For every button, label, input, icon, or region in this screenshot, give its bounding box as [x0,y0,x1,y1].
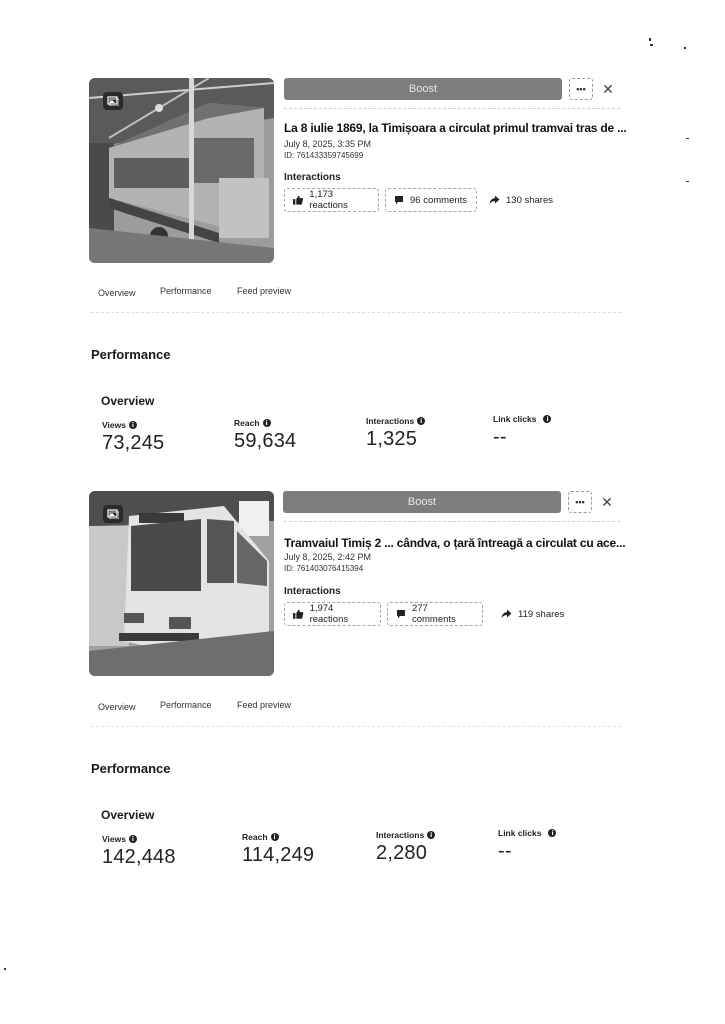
metric-value: 73,245 [102,432,165,454]
overview-heading: Overview [101,394,155,408]
media-type-icon [103,505,123,523]
post-tabs [98,286,291,298]
metric-label: Views [102,420,126,430]
post-id: ID: 761403076415394 [284,564,364,573]
scan-artifact [686,138,689,139]
comments-count: 277 comments [411,603,456,625]
info-icon[interactable]: i [543,415,551,423]
metric-interactions [376,830,435,865]
scan-artifact [650,44,653,46]
boost-button[interactable]: Boost [283,491,561,513]
post-title[interactable]: La 8 iulie 1869, la Timișoara a circulat primul tramvai tras de ... [284,121,627,135]
comment-icon [396,609,406,619]
close-icon[interactable]: ✕ [601,493,613,510]
reactions-count: 1,173 reactions [309,189,348,211]
post-tabs [98,700,291,712]
shares-chip[interactable] [495,602,570,626]
post-actions-row [284,78,624,100]
post-date: July 8, 2025, 3:35 PM [284,139,372,149]
scan-artifact [4,968,6,970]
comments-chip[interactable] [385,188,477,212]
info-icon[interactable]: i [548,829,556,837]
more-options-button[interactable]: ••• [569,78,593,100]
tab-performance[interactable]: Performance [160,286,212,296]
metric-label: Reach [242,832,268,842]
post-title[interactable]: Tramvaiul Timiș 2 ... cândva, o țară întreagă a circulat cu ace... [284,536,626,550]
info-icon[interactable]: i [263,419,271,427]
info-icon[interactable]: i [271,833,279,841]
shares-count: 119 shares [518,608,565,620]
metric-views [102,834,176,869]
tab-performance[interactable]: Performance [160,700,212,710]
metric-reach [234,418,296,453]
info-icon[interactable]: i [129,835,137,843]
shares-chip[interactable] [483,188,559,212]
interactions-heading: Interactions [284,172,341,183]
thumbs-up-icon [293,195,303,205]
metric-label: Link clicks [493,414,537,424]
metric-interactions [366,416,425,451]
metric-link-clicks [493,414,551,449]
metric-value: 142,448 [102,846,176,868]
comments-count: 96 comments [410,194,468,206]
divider [284,108,620,109]
metric-value: -- [493,426,507,448]
metric-value: 1,325 [366,428,418,450]
metric-reach [242,832,314,867]
tab-overview[interactable]: Overview [98,288,136,298]
boost-button[interactable]: Boost [284,78,562,100]
metric-value: 2,280 [376,842,428,864]
metric-value: -- [498,840,512,862]
shares-count: 130 shares [506,194,554,206]
metric-link-clicks [498,828,556,863]
interaction-chips [284,602,570,626]
tab-overview[interactable]: Overview [98,702,136,712]
more-options-button[interactable]: ••• [568,491,592,513]
info-icon[interactable]: i [129,421,137,429]
scan-artifact [684,47,686,49]
reactions-chip[interactable] [284,602,381,626]
comments-chip[interactable] [387,602,483,626]
interactions-heading: Interactions [284,586,341,597]
scan-artifact [649,38,651,41]
interaction-chips [284,188,559,212]
metric-value: 114,249 [242,844,315,866]
metric-label: Link clicks [498,828,542,838]
tabs-divider [91,726,621,727]
post-thumbnail[interactable] [89,491,274,676]
overview-heading: Overview [101,808,155,822]
post-card-1 [0,78,725,468]
performance-heading: Performance [91,761,171,776]
performance-heading: Performance [91,347,171,362]
metric-value: 59,634 [234,430,297,452]
info-icon[interactable]: i [427,831,435,839]
metric-label: Views [102,834,126,844]
info-icon[interactable]: i [417,417,425,425]
post-date: July 8, 2025, 2:42 PM [284,552,372,562]
thumbs-up-icon [293,609,304,619]
tab-feed-preview[interactable]: Feed preview [237,700,292,710]
tab-feed-preview[interactable]: Feed preview [237,286,292,296]
media-type-icon [103,92,123,110]
post-thumbnail[interactable] [89,78,274,263]
reactions-chip[interactable] [284,188,379,212]
close-icon[interactable]: ✕ [602,80,614,97]
share-icon [489,195,500,205]
metric-views [102,420,164,455]
reactions-count: 1,974 reactions [309,603,349,625]
metric-label: Interactions [376,830,425,840]
share-icon [501,609,512,619]
scan-artifact [686,181,689,182]
divider [284,521,620,522]
post-actions-row [283,491,623,513]
metric-label: Reach [234,418,260,428]
metric-label: Interactions [366,416,415,426]
post-id: ID: 761433359745699 [284,151,364,160]
comment-icon [394,195,404,205]
post-card-2 [0,491,725,881]
tabs-divider [91,312,621,313]
